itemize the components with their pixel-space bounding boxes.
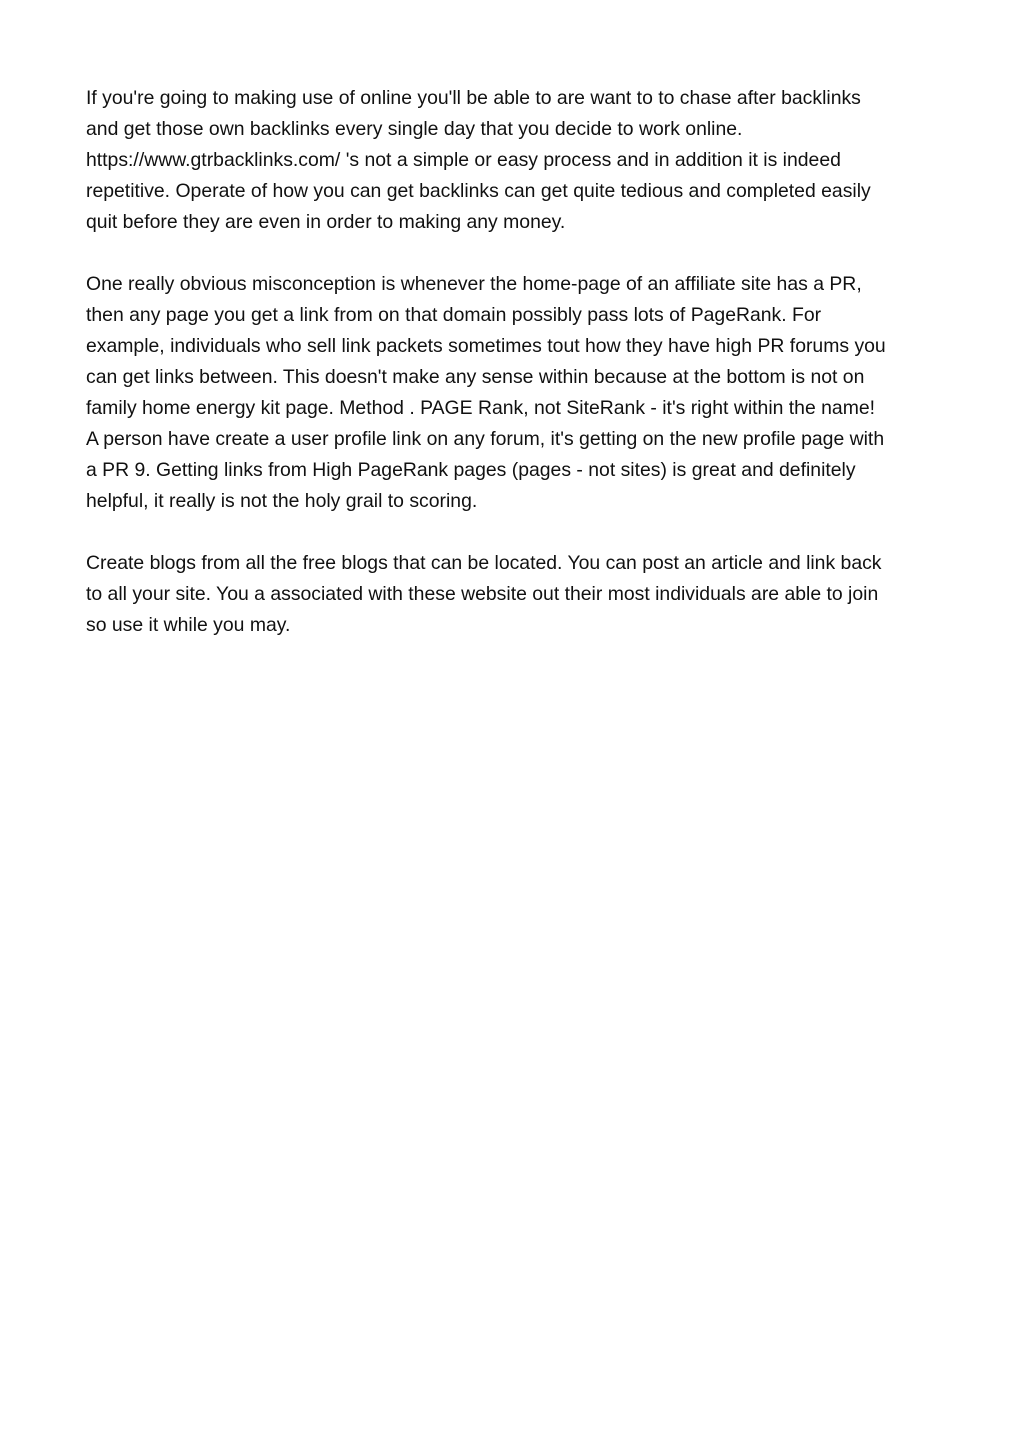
text-line: helpful, it really is not the holy grail to scoring. [86,490,478,512]
paragraph-3 [86,548,956,641]
text-line: then any page you get a link from on that domain possibly pass lots of PageRank. For [86,304,822,326]
text-line: quit before they are even in order to making any money. [86,211,566,233]
text-line: https://www.gtrbacklinks.com/ 's not a simple or easy process and in addition it is indeed [86,149,841,171]
text-line: to all your site. You a associated with these website out their most individuals are able to join [86,583,879,605]
text-line: so use it while you may. [86,614,291,636]
text-line: a PR 9. Getting links from High PageRank pages (pages - not sites) is great and definitely [86,459,856,481]
text-line: If you're going to making use of online you'll be able to are want to to chase after backlinks [86,87,861,109]
text-line: Create blogs from all the free blogs that can be located. You can post an article and link back [86,552,882,574]
document-page [86,83,956,672]
paragraph-2 [86,269,956,517]
text-line: can get links between. This doesn't make any sense within because at the bottom is not on [86,366,865,388]
paragraph-1 [86,83,956,238]
text-line: A person have create a user profile link on any forum, it's getting on the new profile page with [86,428,885,450]
text-line: family home energy kit page. Method . PAGE Rank, not SiteRank - it's right within the name! [86,397,876,419]
text-line: repetitive. Operate of how you can get backlinks can get quite tedious and completed easily [86,180,871,202]
text-line: One really obvious misconception is whenever the home-page of an affiliate site has a PR, [86,273,862,295]
text-line: and get those own backlinks every single day that you decide to work online. [86,118,743,140]
text-line: example, individuals who sell link packets sometimes tout how they have high PR forums you [86,335,886,357]
